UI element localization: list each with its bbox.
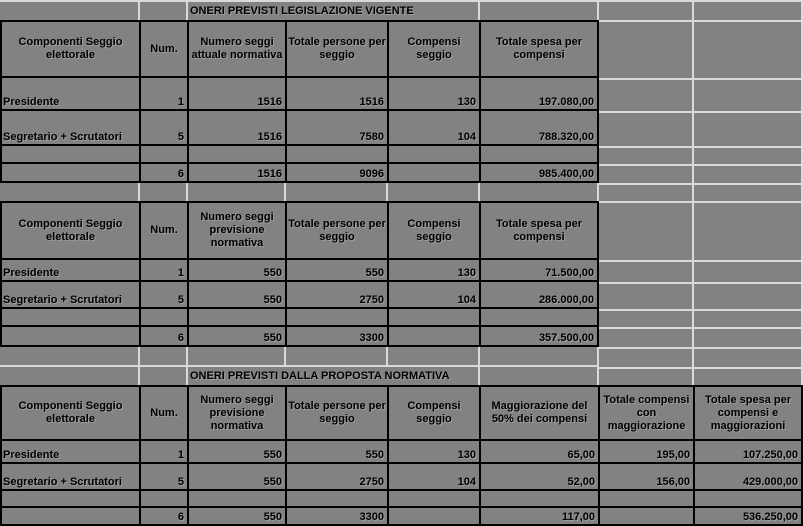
value-cell: 2750 bbox=[287, 464, 387, 489]
value-cell: 5 bbox=[141, 282, 187, 307]
empty-cell bbox=[694, 2, 801, 20]
empty-cell bbox=[599, 284, 692, 309]
empty-cell bbox=[599, 22, 692, 78]
empty-cell bbox=[694, 203, 801, 260]
row-label-cell: Segretario + Scrutatori bbox=[2, 282, 139, 307]
empty-cell bbox=[694, 284, 801, 309]
value-cell: 130 bbox=[389, 78, 479, 109]
empty-cell bbox=[287, 146, 387, 162]
empty-cell bbox=[141, 309, 187, 325]
column-header-cell: Numero seggi previsione normativa bbox=[189, 203, 285, 258]
column-header-cell: Componenti Seggio elettorale bbox=[2, 22, 139, 76]
column-header-cell: Compensi seggio bbox=[389, 22, 479, 76]
value-cell: 550 bbox=[287, 441, 387, 462]
row-label-cell: Presidente bbox=[2, 441, 139, 462]
value-cell: 1516 bbox=[189, 111, 285, 144]
value-cell: 3300 bbox=[287, 508, 387, 524]
column-header-cell: Componenti Seggio elettorale bbox=[2, 387, 139, 439]
empty-cell bbox=[140, 347, 186, 365]
empty-cell bbox=[0, 183, 138, 201]
separator-row bbox=[0, 183, 599, 201]
empty-cell bbox=[389, 508, 479, 524]
empty-cell bbox=[389, 327, 479, 345]
empty-cell bbox=[695, 491, 801, 506]
value-cell: 6 bbox=[141, 327, 187, 345]
value-cell: 195,00 bbox=[600, 441, 693, 462]
value-cell: 2750 bbox=[287, 282, 387, 307]
empty-cell bbox=[694, 148, 801, 164]
value-cell: 65,00 bbox=[481, 441, 598, 462]
empty-cell bbox=[481, 309, 597, 325]
empty-cell bbox=[599, 113, 692, 146]
column-header-cell: Totale spesa per compensi e maggiorazioni bbox=[695, 387, 801, 439]
empty-cell bbox=[599, 2, 692, 20]
empty-cell bbox=[600, 508, 693, 524]
empty-cell bbox=[0, 2, 138, 20]
empty-cell bbox=[188, 347, 284, 365]
value-cell: 117,00 bbox=[481, 508, 598, 524]
value-cell: 550 bbox=[189, 260, 285, 280]
column-header-cell: Numero seggi previsione normativa bbox=[189, 387, 285, 439]
empty-cell bbox=[388, 347, 478, 365]
row-label-cell: Segretario + Scrutatori bbox=[2, 464, 139, 489]
column-header-cell: Num. bbox=[141, 22, 187, 76]
empty-cell bbox=[599, 349, 692, 367]
value-cell: 357.500,00 bbox=[481, 327, 597, 345]
column-header-cell: Maggiorazione del 50% dei compensi bbox=[481, 387, 598, 439]
value-cell: 550 bbox=[189, 441, 285, 462]
column-header-cell: Totale compensi con maggiorazione bbox=[600, 387, 693, 439]
value-cell: 197.080,00 bbox=[481, 78, 597, 109]
empty-cell bbox=[599, 329, 692, 347]
table-oneri-proposta-normativa bbox=[0, 385, 803, 526]
empty-cell bbox=[600, 491, 693, 506]
value-cell: 156,00 bbox=[600, 464, 693, 489]
value-cell: 71.500,00 bbox=[481, 260, 597, 280]
empty-cell bbox=[189, 309, 285, 325]
table-title-legislazione-vigente: ONERI PREVISTI LEGISLAZIONE VIGENTE bbox=[188, 2, 478, 20]
column-header-cell: Compensi seggio bbox=[389, 387, 479, 439]
value-cell: 1516 bbox=[287, 78, 387, 109]
empty-cell bbox=[694, 22, 801, 78]
empty-cell bbox=[599, 166, 692, 183]
empty-cell bbox=[388, 183, 478, 201]
empty-cell bbox=[599, 148, 692, 164]
empty-cell bbox=[2, 164, 139, 181]
column-header-cell: Numero seggi attuale normativa bbox=[189, 22, 285, 76]
top-row-strip bbox=[0, 0, 803, 20]
empty-cell bbox=[0, 367, 138, 385]
empty-cell bbox=[2, 508, 139, 524]
value-cell: 286.000,00 bbox=[481, 282, 597, 307]
empty-cell bbox=[694, 185, 801, 201]
value-cell: 536.250,00 bbox=[695, 508, 801, 524]
empty-cell bbox=[140, 183, 186, 201]
value-cell: 788.320,00 bbox=[481, 111, 597, 144]
empty-cell bbox=[141, 491, 187, 506]
empty-cell bbox=[480, 183, 597, 201]
empty-cell bbox=[599, 369, 692, 385]
value-cell: 5 bbox=[141, 464, 187, 489]
value-cell: 1 bbox=[141, 441, 187, 462]
empty-cell bbox=[694, 349, 801, 367]
empty-cell bbox=[480, 367, 597, 385]
value-cell: 7580 bbox=[287, 111, 387, 144]
value-cell: 1 bbox=[141, 78, 187, 109]
empty-cell bbox=[599, 311, 692, 327]
empty-cell bbox=[599, 203, 692, 260]
value-cell: 1516 bbox=[189, 164, 285, 181]
value-cell: 104 bbox=[389, 464, 479, 489]
row-label-cell: Segretario + Scrutatori bbox=[2, 111, 139, 144]
value-cell: 52,00 bbox=[481, 464, 598, 489]
empty-cell bbox=[2, 327, 139, 345]
title-row-proposta bbox=[0, 367, 599, 385]
empty-cell bbox=[189, 491, 285, 506]
value-cell: 107.250,00 bbox=[695, 441, 801, 462]
empty-cell bbox=[694, 166, 801, 183]
empty-cell bbox=[599, 185, 692, 201]
row-label-cell: Presidente bbox=[2, 78, 139, 109]
value-cell: 550 bbox=[189, 327, 285, 345]
value-cell: 985.400,00 bbox=[481, 164, 597, 181]
row-label-cell: Presidente bbox=[2, 260, 139, 280]
value-cell: 130 bbox=[389, 260, 479, 280]
column-header-cell: Compensi seggio bbox=[389, 203, 479, 258]
value-cell: 6 bbox=[141, 164, 187, 181]
empty-cell bbox=[286, 183, 386, 201]
value-cell: 429.000,00 bbox=[695, 464, 801, 489]
empty-cell bbox=[694, 329, 801, 347]
empty-cell bbox=[694, 262, 801, 282]
empty-cell bbox=[694, 369, 801, 385]
empty-cell bbox=[694, 113, 801, 146]
value-cell: 9096 bbox=[287, 164, 387, 181]
empty-cell bbox=[599, 80, 692, 111]
column-header-cell: Num. bbox=[141, 203, 187, 258]
empty-cell bbox=[480, 2, 597, 20]
value-cell: 550 bbox=[189, 282, 285, 307]
empty-cell bbox=[694, 80, 801, 111]
empty-cell bbox=[140, 367, 186, 385]
empty-cell bbox=[389, 146, 479, 162]
column-header-cell: Totale persone per seggio bbox=[287, 387, 387, 439]
value-cell: 5 bbox=[141, 111, 187, 144]
empty-cell bbox=[0, 347, 138, 365]
value-cell: 550 bbox=[189, 464, 285, 489]
table-oneri-legislazione-vigente bbox=[0, 20, 599, 183]
empty-cell bbox=[480, 347, 597, 365]
empty-cell bbox=[287, 491, 387, 506]
table-oneri-previsione-seggi bbox=[0, 201, 599, 347]
column-header-cell: Totale persone per seggio bbox=[287, 22, 387, 76]
empty-cell bbox=[287, 309, 387, 325]
value-cell: 6 bbox=[141, 508, 187, 524]
column-header-cell: Totale spesa per compensi bbox=[481, 203, 597, 258]
empty-cell bbox=[2, 491, 139, 506]
empty-cell bbox=[389, 491, 479, 506]
empty-cell bbox=[286, 347, 386, 365]
column-header-cell: Totale persone per seggio bbox=[287, 203, 387, 258]
empty-cell bbox=[140, 2, 186, 20]
empty-cell bbox=[141, 146, 187, 162]
table-title-proposta-normativa: ONERI PREVISTI DALLA PROPOSTA NORMATIVA bbox=[188, 367, 478, 385]
empty-cell bbox=[694, 311, 801, 327]
column-header-cell: Num. bbox=[141, 387, 187, 439]
column-header-cell: Totale spesa per compensi bbox=[481, 22, 597, 76]
value-cell: 3300 bbox=[287, 327, 387, 345]
empty-cell bbox=[389, 164, 479, 181]
right-empty-cells bbox=[599, 20, 803, 385]
column-header-cell: Componenti Seggio elettorale bbox=[2, 203, 139, 258]
value-cell: 550 bbox=[287, 260, 387, 280]
value-cell: 550 bbox=[189, 508, 285, 524]
value-cell: 104 bbox=[389, 282, 479, 307]
separator-row bbox=[0, 347, 599, 367]
empty-cell bbox=[189, 146, 285, 162]
empty-cell bbox=[389, 309, 479, 325]
empty-cell bbox=[2, 146, 139, 162]
value-cell: 104 bbox=[389, 111, 479, 144]
value-cell: 1 bbox=[141, 260, 187, 280]
empty-cell bbox=[481, 491, 598, 506]
value-cell: 130 bbox=[389, 441, 479, 462]
empty-cell bbox=[188, 183, 284, 201]
empty-cell bbox=[599, 262, 692, 282]
value-cell: 1516 bbox=[189, 78, 285, 109]
empty-cell bbox=[2, 309, 139, 325]
empty-cell bbox=[481, 146, 597, 162]
